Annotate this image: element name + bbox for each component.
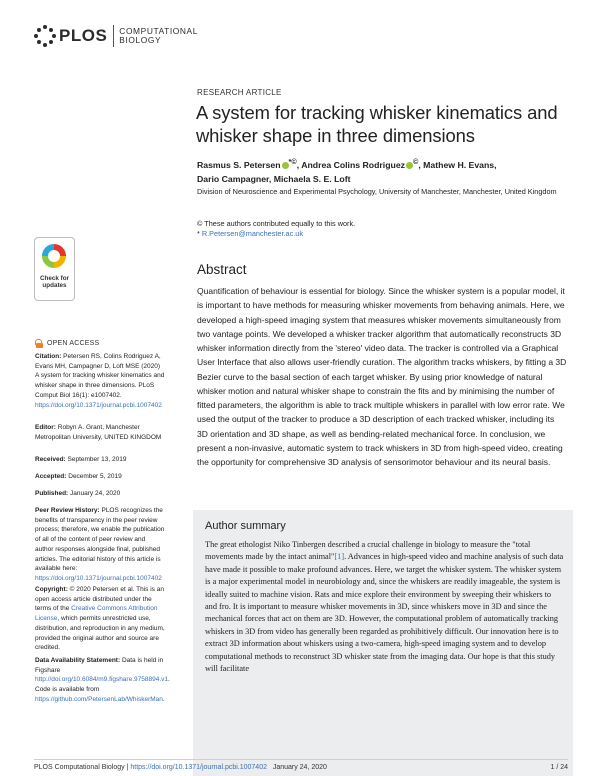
journal-name-line1: COMPUTATIONAL <box>119 26 198 36</box>
peer-review-block <box>35 506 165 584</box>
author-summary-body <box>205 539 565 675</box>
accepted-date <box>35 472 165 482</box>
open-access-text: OPEN ACCESS <box>47 340 100 347</box>
open-access-label <box>35 340 99 347</box>
journal-name <box>119 27 198 45</box>
author-summary-heading: Author summary <box>205 520 286 532</box>
copyright-label: Copyright: <box>35 586 68 593</box>
check-for-updates-label <box>35 275 74 289</box>
abstract-heading: Abstract <box>197 262 247 277</box>
orcid-icon[interactable] <box>406 162 413 169</box>
peer-review-text: PLOS recognizes the benefits of transparency in the peer review process; therefore, we enable the publication of all of the content of peer review and author responses alongside final, published articles. The editorial history of this article is available here: <box>35 507 165 573</box>
page-footer <box>34 764 568 776</box>
editor-text: Robyn A. Grant, Manchester Metropolitan University, UNITED KINGDOM <box>35 424 162 441</box>
editor-block <box>35 423 165 442</box>
data-availability-end: . <box>162 695 165 703</box>
footer-journal <box>34 764 327 771</box>
article-title: A system for tracking whisker kinematics and whisker shape in three dimensions <box>196 102 558 146</box>
crossmark-icon <box>42 244 66 268</box>
check-for-updates-badge[interactable] <box>34 237 75 301</box>
data-availability-label: Data Availability Statement: <box>35 657 121 664</box>
orcid-icon[interactable] <box>282 162 289 169</box>
peer-review-label: Peer Review History: <box>35 507 100 514</box>
plos-wordmark: PLOS <box>59 26 108 45</box>
equal-contribution-note: © These authors contributed equally to this work. <box>197 219 356 228</box>
copyright-text-end: , which permits unrestricted use, distribution, and reproduction in any medium, provided the original author and source are credited. <box>35 615 165 652</box>
editor-label: Editor: <box>35 424 56 431</box>
data-availability-text-2: . Code is available from <box>35 676 170 694</box>
data-availability-text: Data is held in Figshare <box>35 657 164 674</box>
citation-reference-link[interactable]: [1] <box>334 552 345 562</box>
published-label: Published: <box>35 490 69 497</box>
published-date <box>35 489 165 499</box>
copyright-text: © 2020 Petersen et al. This is an open access article distributed under the terms of the <box>35 586 164 613</box>
accepted-label: Accepted: <box>35 473 67 480</box>
author-name[interactable]: Dario Campagner, Michaela S. E. Loft <box>197 173 351 184</box>
github-link[interactable]: https://github.com/PetersenLab/WhiskerMan <box>35 695 163 703</box>
affiliation: Division of Neuroscience and Experimental Psychology, University of Manchester, Manchester, United Kingdom <box>197 187 557 196</box>
citation-block <box>35 352 165 410</box>
plos-logo[interactable] <box>34 24 198 48</box>
logo-divider <box>113 25 114 47</box>
author-marks: © <box>413 157 419 166</box>
badge-line2: updates <box>42 282 67 289</box>
author-name[interactable]: , Mathew H. Evans, <box>418 159 497 170</box>
author-name[interactable]: Rasmus S. Petersen <box>197 159 281 170</box>
accepted-value: December 5, 2019 <box>66 473 122 480</box>
summary-text-continued: . Advances in high-speed video and machine analysis of such data have made it possible to make profound advances. Here, we target the whisker system. The whisker system is a major experimental model in neurobiology and, since the whiskers are readily imageable, the system is ideally suited to machine vision. Rats and mice explore their environment by sweeping their whiskers to and fro. It is important to measure whisker movements in 3D, since whiskers move in 3D and since the mechanical forces that act on them are 3D. However, the computational problem of automatically tracking whiskers in 3D from video has generally been regarded as prohibitively difficult. Our innovation here is to extract 3D information about whiskers using a two-camera, high-speed imaging system and to develop computational methods to reconstruct 3D whisker state from the imaging data. Our hope is that this study will facilitate <box>205 552 564 674</box>
summary-text: The great ethologist Niko Tinbergen described a crucial challenge in biology to measure the "total movements made by the intact animal" <box>205 540 531 562</box>
footer-journal-name: PLOS Computational Biology | <box>34 764 131 771</box>
footer-doi-link[interactable]: https://doi.org/10.1371/journal.pcbi.1007402 <box>130 764 267 771</box>
plos-dots-icon <box>34 25 56 47</box>
author-marks: *© <box>288 157 297 166</box>
page-number: 1 / 24 <box>550 764 568 771</box>
footer-divider <box>34 759 568 760</box>
author-list <box>197 155 577 186</box>
peer-review-link[interactable]: https://doi.org/10.1371/journal.pcbi.1007402 <box>35 574 162 582</box>
copyright-block <box>35 585 165 653</box>
article-type: RESEARCH ARTICLE <box>197 88 282 97</box>
data-availability-block <box>35 656 170 705</box>
email-marker: * <box>197 229 202 238</box>
published-value: January 24, 2020 <box>68 490 121 497</box>
lock-body <box>36 343 43 348</box>
footer-date: January 24, 2020 <box>266 764 327 771</box>
abstract-body: Quantification of behaviour is essential for biology. Since the whisker system is a popular model, it is important to have methods for measuring whisker movements from behaving animals. Here, we developed a high-speed imaging system that measures whisker movements simultaneously from two vantage points. We developed a whisker tracker algorithm that automatically reconstructs 3D whisker information directly from the 'stereo' video data. The tracker is controlled via a Graphical User Interface that also allows user-friendly curation. The algorithm tracks whiskers, by fitting a 3D Bezier curve to the basal section of each target whisker. By using prior knowledge of natural whisker motion and natural whisker shape to constrain the fits and by minimising the number of fitted parameters, the algorithm is able to track multiple whiskers in parallel with low error rate. We used the output of the tracker to produce a 3D description of each tracked whisker, including its 3D orientation and 3D shape, as well as bending-related mechanical force. In conclusion, we present a non-invasive, automatic system to track whiskers in 3D from high-speed video, creating the opportunity for comprehensive 3D analysis of sensorimotor behaviour and its neural basis. <box>197 286 567 467</box>
received-date <box>35 455 165 465</box>
cc-license-link[interactable]: Creative Commons Attribution License <box>35 605 158 623</box>
citation-label: Citation: <box>35 353 62 360</box>
received-value: September 13, 2019 <box>65 456 127 463</box>
author-name[interactable]: , Andrea Colins Rodriguez <box>296 159 405 170</box>
badge-line1: Check for <box>39 275 70 282</box>
citation-text: Petersen RS, Colins Rodriguez A, Evans MH, Campagner D, Loft MSE (2020) A system for tracking whisker kinematics and whisker shape in three dimensions. PLoS Comput Biol 16(1): e1007402. <box>35 353 165 399</box>
citation-doi-link[interactable]: https://doi.org/10.1371/journal.pcbi.1007402 <box>35 401 162 409</box>
received-label: Received: <box>35 456 66 463</box>
journal-name-line2: BIOLOGY <box>119 35 162 45</box>
corresponding-email <box>197 229 303 238</box>
figshare-link[interactable]: http://doi.org/10.6084/m9.figshare.9758894.v1 <box>35 676 168 684</box>
email-link[interactable]: R.Petersen@manchester.ac.uk <box>201 229 303 238</box>
